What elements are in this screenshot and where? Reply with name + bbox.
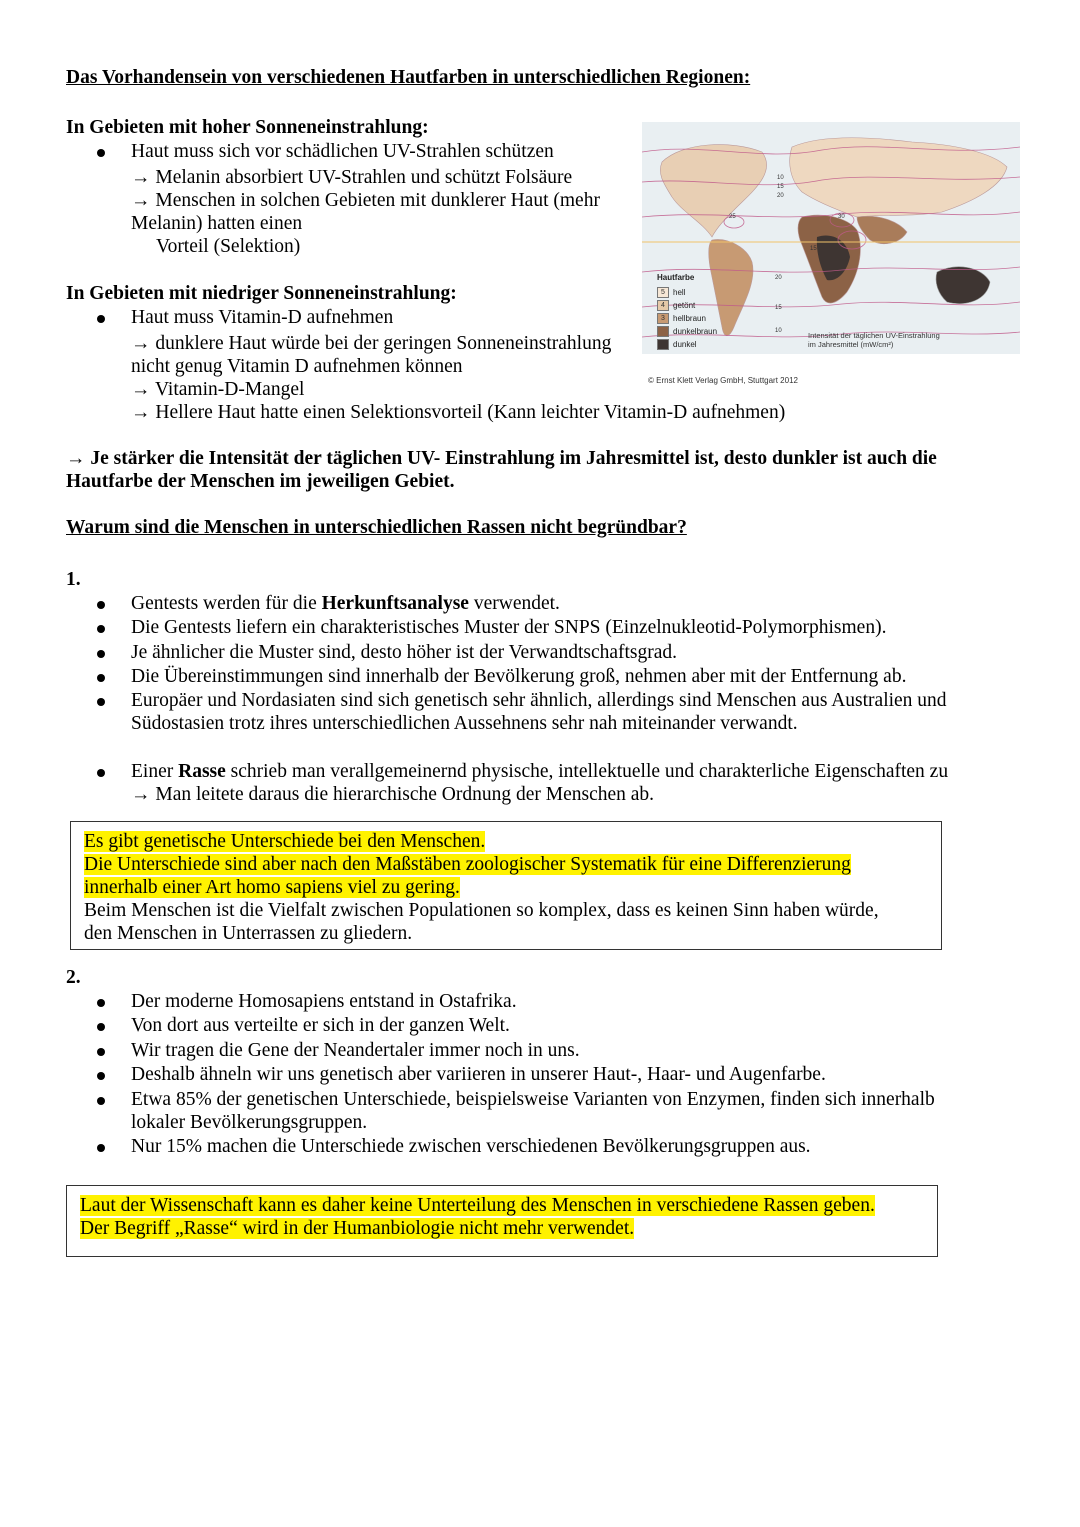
low-arrow-3: → Hellere Haut hatte einen Selektionsvorteil (Kann leichter Vitamin-D aufnehmen): [131, 402, 786, 423]
svg-text:20: 20: [775, 275, 782, 281]
conclusion-line-2: Hautfarbe der Menschen im jeweiligen Gebiet.: [66, 471, 455, 492]
legend-swatch: 5: [657, 287, 669, 298]
svg-text:10: 10: [775, 328, 782, 334]
heading-high-sun: In Gebieten mit hoher Sonneneinstrahlung:: [66, 117, 429, 138]
part2-bullet-5b: lokaler Bevölkerungsgruppen.: [131, 1112, 368, 1133]
part1-bullet-4: Die Übereinstimmungen sind innerhalb der Bevölkerung groß, nehmen aber mit der Entfernung ab.: [131, 666, 907, 687]
bullet-icon: [97, 1064, 107, 1074]
part-1-number: 1.: [66, 569, 81, 590]
bullet-icon: [97, 690, 107, 700]
svg-text:15: 15: [810, 246, 817, 252]
legend-item: [657, 286, 717, 299]
page-title: Das Vorhandensein von verschiedenen Hautfarben in unterschiedlichen Regionen:: [66, 67, 751, 88]
heading-low-sun: In Gebieten mit niedriger Sonneneinstrahlung:: [66, 283, 457, 304]
bullet-icon: [97, 1015, 107, 1025]
part1-bullet-5a: Europäer und Nordasiaten sind sich genetisch sehr ähnlich, allerdings sind Menschen aus Australien und: [131, 690, 947, 711]
box1-line-5: den Menschen in Unterrassen zu gliedern.: [84, 923, 413, 944]
map-credit: © Ernst Klett Verlag GmbH, Stuttgart 2012: [648, 376, 798, 385]
low-arrow-1: → dunklere Haut würde bei der geringen Sonneneinstrahlung: [131, 333, 612, 354]
legend-label: dunkelbraun: [673, 327, 718, 336]
part2-bullet-3: Wir tragen die Gene der Neandertaler immer noch in uns.: [131, 1040, 580, 1061]
bullet-icon: [97, 1040, 107, 1050]
box2-line-2: Der Begriff „Rasse“ wird in der Humanbiologie nicht mehr verwendet.: [80, 1218, 635, 1239]
part1-bullet-3: Je ähnlicher die Muster sind, desto höher ist der Verwandtschaftsgrad.: [131, 642, 678, 663]
high-arrow-2c: Vorteil (Selektion): [156, 236, 301, 257]
legend-item: [657, 299, 717, 312]
low-arrow-1b: nicht genug Vitamin D aufnehmen können: [131, 356, 463, 377]
part-2-number: 2.: [66, 967, 81, 988]
bullet-icon: [97, 1136, 107, 1146]
bullet-icon: [97, 666, 107, 676]
legend-swatch: [657, 326, 669, 337]
box1-line-1: Es gibt genetische Unterschiede bei den Menschen.: [84, 831, 486, 852]
svg-text:15: 15: [775, 305, 782, 311]
legend-item: [657, 338, 717, 351]
high-arrow-1: → Melanin absorbiert UV-Strahlen und schützt Folsäure: [131, 167, 573, 188]
svg-text:15: 15: [777, 184, 784, 190]
part2-bullet-5a: Etwa 85% der genetischen Unterschiede, beispielsweise Varianten von Enzymen, finden sich innerhalb: [131, 1089, 935, 1110]
question-heading: Warum sind die Menschen in unterschiedlichen Rassen nicht begründbar?: [66, 517, 687, 538]
box1-line-3: innerhalb einer Art homo sapiens viel zu gering.: [84, 877, 460, 898]
svg-text:25: 25: [729, 214, 736, 220]
uv-intensity-label: Intensität der täglichen UV-Einstrahlung im Jahresmittel (mW/cm²): [808, 331, 940, 349]
high-bullet-text: Haut muss sich vor schädlichen UV-Strahlen schützen: [131, 141, 554, 162]
legend-label: hell: [673, 288, 686, 297]
legend-item: [657, 325, 717, 338]
conclusion-line-1: → Je stärker die Intensität der täglichen UV- Einstrahlung im Jahresmittel ist, desto dunkler ist auch die: [66, 448, 937, 469]
map-legend: [657, 271, 717, 351]
part1-bullet-5b: Südostasien trotz ihres unterschiedlichen Aussehnens sehr nah miteinander verwandt.: [131, 713, 798, 734]
high-arrow-2b: Melanin) hatten einen: [131, 213, 303, 234]
low-arrow-2: → Vitamin-D-Mangel: [131, 379, 305, 400]
part1-bullet-1: Gentests werden für die Herkunftsanalyse verwendet.: [131, 593, 560, 614]
legend-label: hellbraun: [673, 314, 706, 323]
part2-bullet-4: Deshalb ähneln wir uns genetisch aber variieren in unserer Haut-, Haar- und Augenfarbe.: [131, 1064, 826, 1085]
bullet-icon: [97, 593, 107, 603]
legend-title: Hautfarbe: [657, 273, 695, 282]
svg-text:10: 10: [777, 175, 784, 181]
bullet-icon: [97, 617, 107, 627]
legend-swatch: 3: [657, 313, 669, 324]
bullet-icon: [97, 141, 107, 151]
bullet-icon: [97, 991, 107, 1001]
legend-label: getönt: [673, 301, 696, 310]
part2-bullet-6: Nur 15% machen die Unterschiede zwischen verschiedenen Bevölkerungsgruppen aus.: [131, 1136, 811, 1157]
summary-box-1: [70, 821, 942, 950]
low-bullet-text: Haut muss Vitamin-D aufnehmen: [131, 307, 394, 328]
box1-line-4: Beim Menschen ist die Vielfalt zwischen Populationen so komplex, dass es keinen Sinn haben würde,: [84, 900, 879, 921]
part1-bullet-6-arrow: → Man leitete daraus die hierarchische Ordnung der Menschen ab.: [131, 784, 655, 805]
bullet-icon: [97, 761, 107, 771]
bullet-icon: [97, 307, 107, 317]
legend-swatch: [657, 339, 669, 350]
bullet-icon: [97, 1089, 107, 1099]
legend-swatch: 4: [657, 300, 669, 311]
box2-line-1: Laut der Wissenschaft kann es daher keine Unterteilung des Menschen in verschiedene Rassen geben.: [80, 1195, 875, 1216]
svg-text:30: 30: [838, 214, 845, 220]
high-arrow-2: → Menschen in solchen Gebieten mit dunklerer Haut (mehr: [131, 190, 600, 211]
part1-bullet-6: Einer Rasse schrieb man verallgemeinernd physische, intellektuelle und charakterliche Eigenschaften zu: [131, 761, 949, 782]
legend-item: [657, 312, 717, 325]
svg-text:20: 20: [777, 193, 784, 199]
part2-bullet-1: Der moderne Homosapiens entstand in Ostafrika.: [131, 991, 517, 1012]
legend-label: dunkel: [673, 340, 697, 349]
summary-box-2: [66, 1185, 938, 1257]
part2-bullet-2: Von dort aus verteilte er sich in der ganzen Welt.: [131, 1015, 510, 1036]
box1-line-2: Die Unterschiede sind aber nach den Maßstäben zoologischer Systematik für eine Differenzierung: [84, 854, 851, 875]
part1-bullet-2: Die Gentests liefern ein charakteristisches Muster der SNPS (Einzelnukleotid-Polymorphismen).: [131, 617, 887, 638]
bullet-icon: [97, 642, 107, 652]
